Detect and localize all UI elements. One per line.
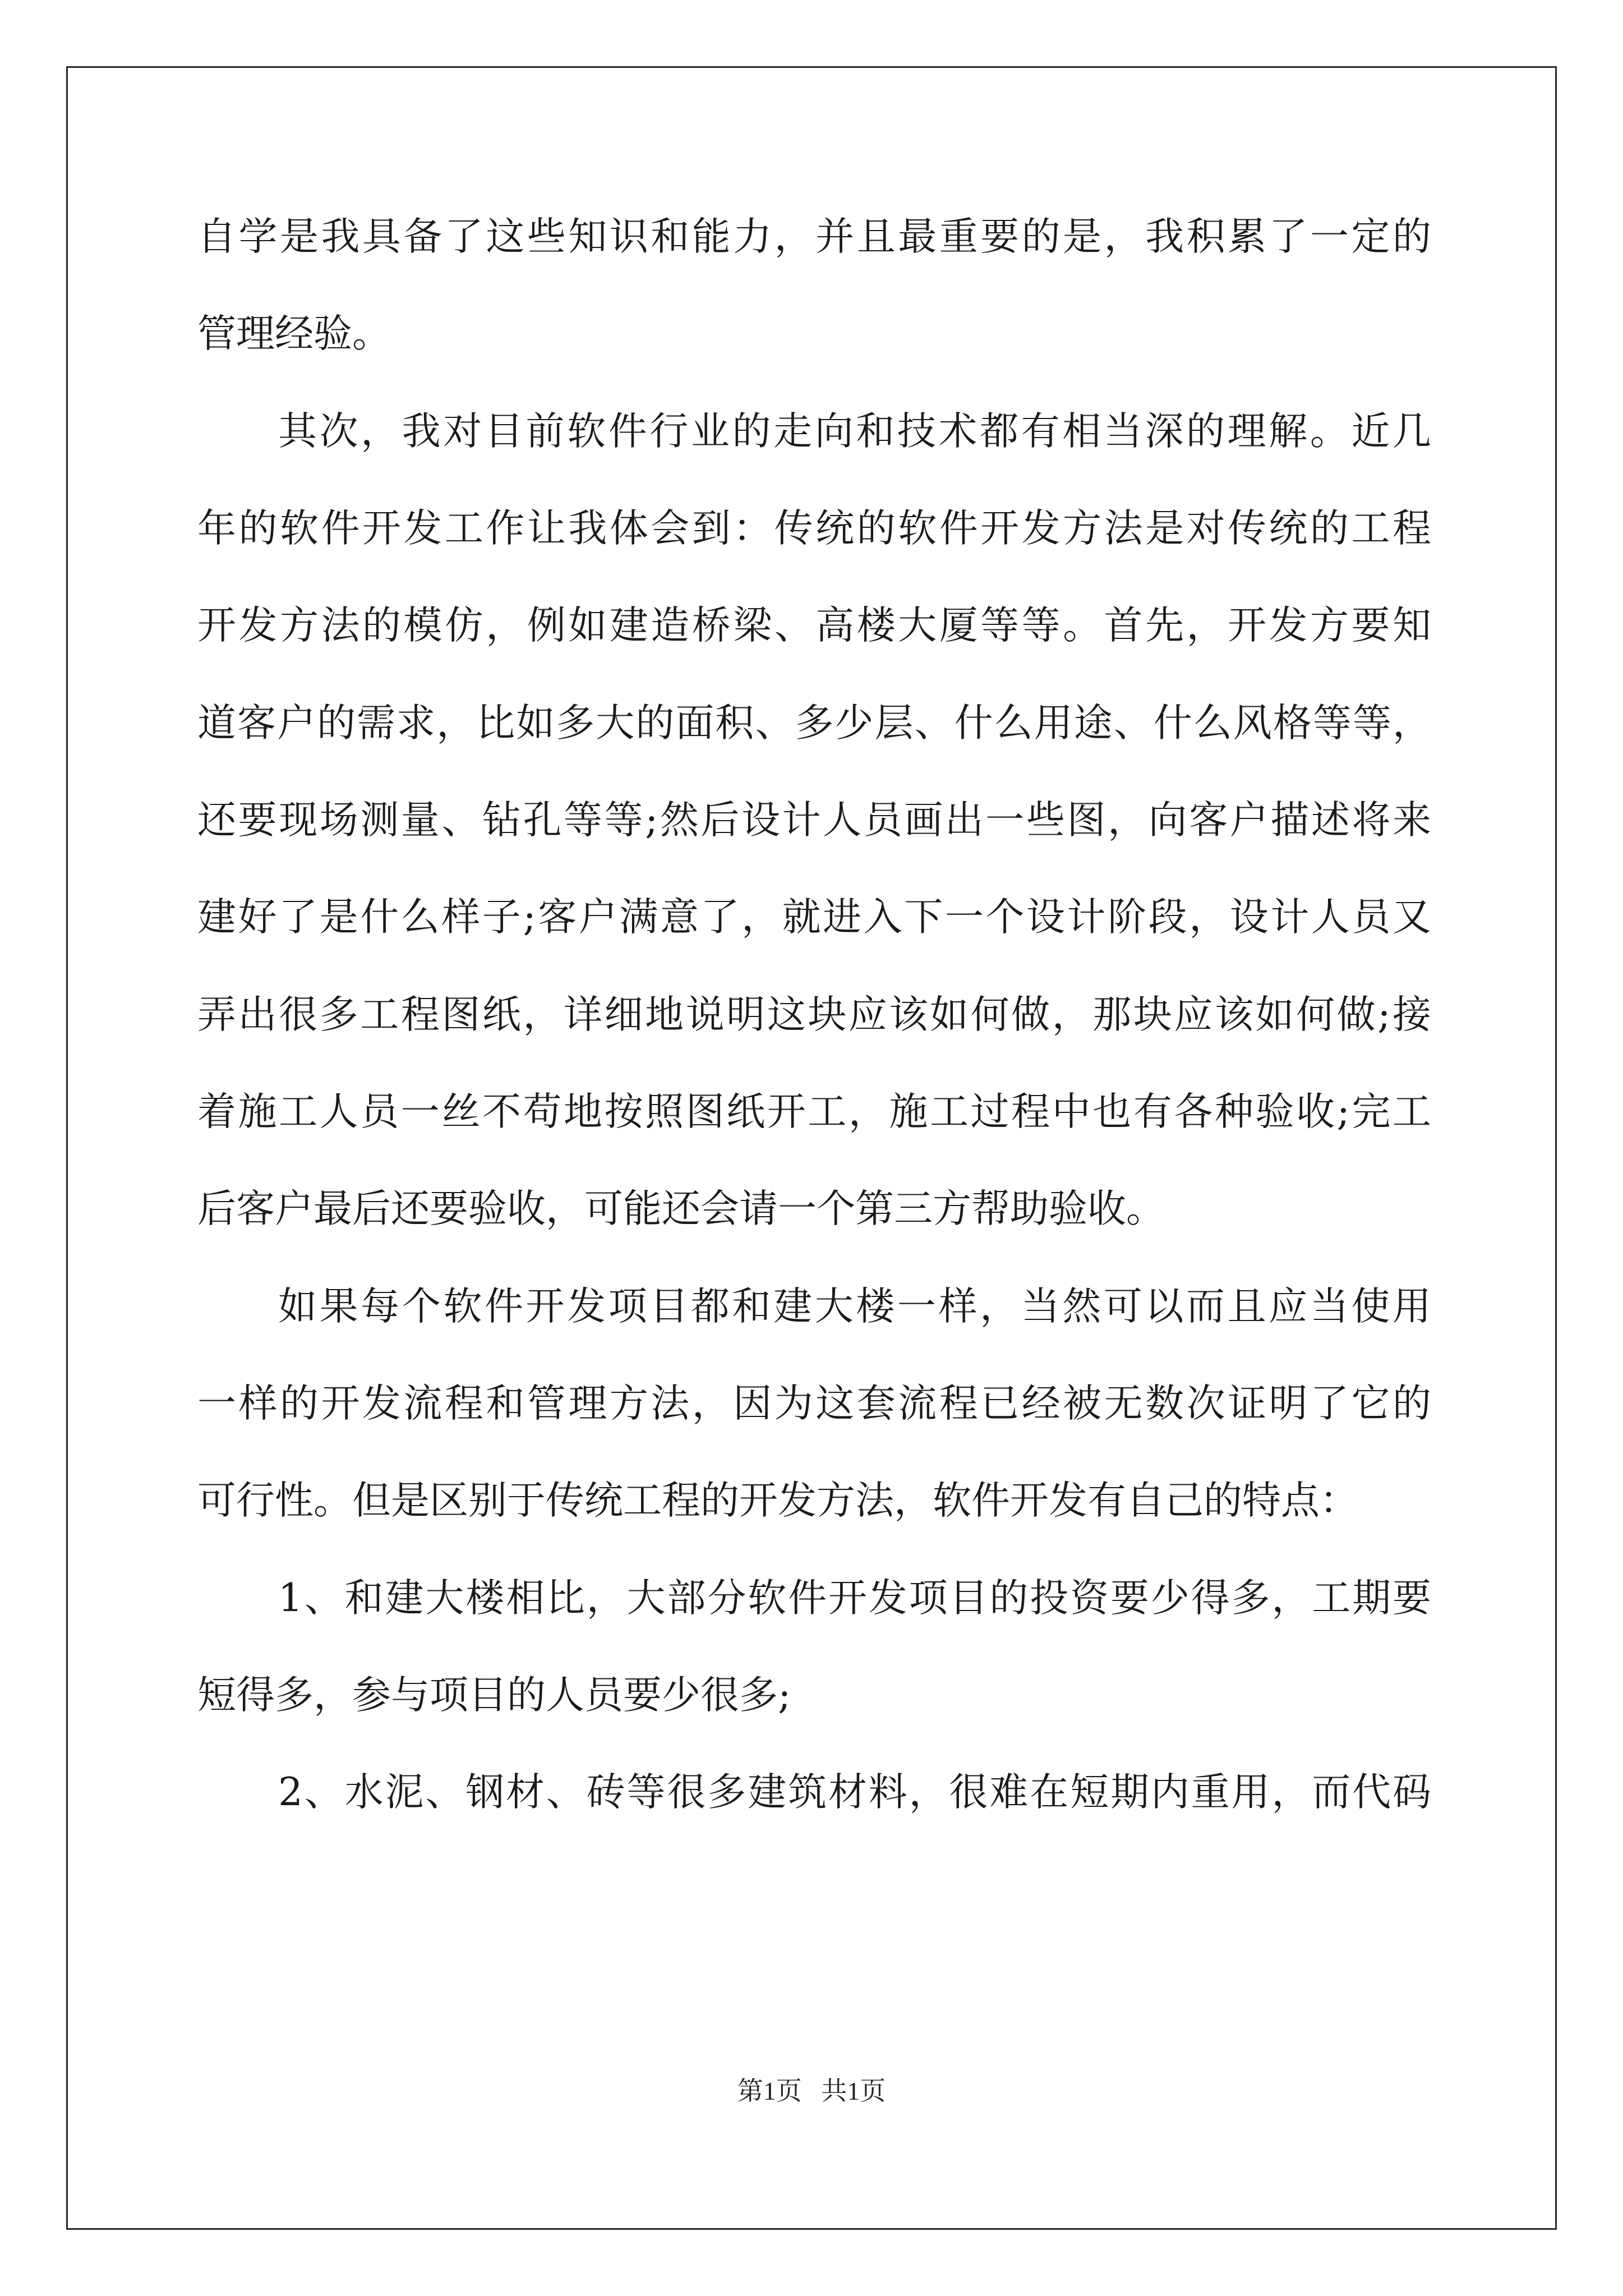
text-line: 短得多，参与项目的人员要少很多; xyxy=(197,1673,791,1718)
text-line: 还要现场测量、钻孔等等;然后设计人员画出一些图，向客户描述将来 xyxy=(197,798,1431,843)
text-line: 如果每个软件开发项目都和建大楼一样，当然可以而且应当使用 xyxy=(278,1284,1431,1329)
text-line: 着施工人员一丝不苟地按照图纸开工，施工过程中也有各种验收;完工 xyxy=(197,1089,1431,1134)
text-line: 自学是我具备了这些知识和能力，并且最重要的是，我积累了一定的 xyxy=(197,214,1431,259)
text-line: 道客户的需求，比如多大的面积、多少层、什么用途、什么风格等等， xyxy=(197,701,1431,746)
text-line: 建好了是什么样子;客户满意了，就进入下一个设计阶段，设计人员又 xyxy=(197,895,1431,940)
text-line: 年的软件开发工作让我体会到：传统的软件开发方法是对传统的工程 xyxy=(197,506,1431,551)
text-line: 一样的开发流程和管理方法，因为这套流程已经被无数次证明了它的 xyxy=(197,1381,1431,1426)
text-line: 开发方法的模仿，例如建造桥梁、高楼大厦等等。首先，开发方要知 xyxy=(197,603,1431,648)
text-line: 可行性。但是区别于传统工程的开发方法，软件开发有自己的特点： xyxy=(197,1478,1358,1523)
text-line: 管理经验。 xyxy=(197,311,391,356)
text-line: 1、和建大楼相比，大部分软件开发项目的投资要少得多，工期要 xyxy=(278,1576,1431,1621)
page-border xyxy=(66,66,1557,2230)
page-number-footer: 第1页 共1页 xyxy=(737,2077,886,2105)
text-line: 弄出很多工程图纸，详细地说明这块应该如何做，那块应该如何做;接 xyxy=(197,992,1431,1037)
text-line: 2、水泥、钢材、砖等很多建筑材料，很难在短期内重用，而代码 xyxy=(278,1770,1431,1815)
text-line: 后客户最后还要验收，可能还会请一个第三方帮助验收。 xyxy=(197,1186,1165,1231)
text-line: 其次，我对目前软件行业的走向和技术都有相当深的理解。近几 xyxy=(278,409,1431,454)
